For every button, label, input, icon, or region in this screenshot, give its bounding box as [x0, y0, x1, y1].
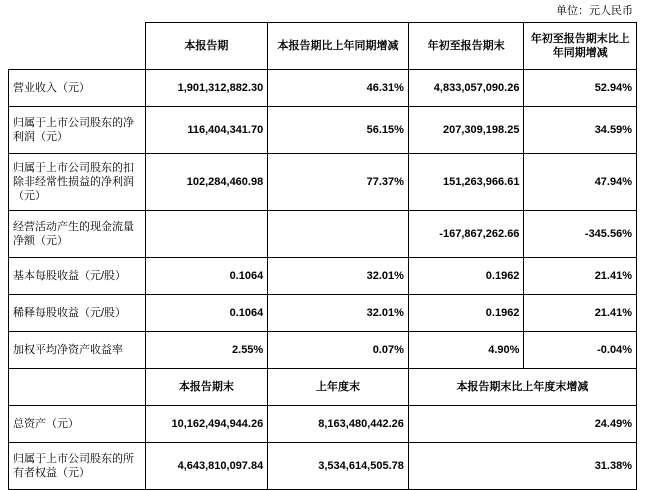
row-label-operating-cash-flow: 经营活动产生的现金流量净额（元） [9, 211, 146, 258]
cell-diluted-eps-current-yoy: 32.01% [268, 295, 409, 332]
table-row [9, 70, 637, 107]
cell-roe-current-yoy: 0.07% [268, 332, 409, 369]
unit-note: 单位：元人民币 [556, 5, 633, 17]
cell-net-profit-ytd: 207,309,198.25 [408, 107, 524, 154]
header-current-period-yoy: 本报告期比上年同期增减 [268, 23, 409, 70]
table-row [9, 154, 637, 211]
header-prior-year-end: 上年度末 [268, 369, 409, 406]
row-label-total-assets: 总资产（元） [9, 406, 146, 443]
table-row [9, 211, 637, 258]
header-period-end-change: 本报告期末比上年度末增减 [408, 369, 636, 406]
cell-basic-eps-ytd: 0.1962 [408, 258, 524, 295]
row-label-weighted-roe: 加权平均净资产收益率 [9, 332, 146, 369]
cell-net-profit-ytd-yoy: 34.59% [524, 107, 637, 154]
cell-revenue-current: 1,901,312,882.30 [145, 70, 268, 107]
cell-total-assets-change: 24.49% [408, 406, 636, 443]
financial-summary-table [8, 22, 637, 490]
row-label-net-profit-excl-nonrecurring: 归属于上市公司股东的扣除非经常性损益的净利润（元） [9, 154, 146, 211]
cell-roe-ytd: 4.90% [408, 332, 524, 369]
cell-nr-profit-ytd-yoy: 47.94% [524, 154, 637, 211]
header-ytd: 年初至报告期末 [408, 23, 524, 70]
cell-nr-profit-ytd: 151,263,966.61 [408, 154, 524, 211]
cell-net-profit-current: 116,404,341.70 [145, 107, 268, 154]
table-row [9, 443, 637, 490]
row-label-net-profit: 归属于上市公司股东的净利润（元） [9, 107, 146, 154]
cell-total-assets-prior-year-end: 8,163,480,442.26 [268, 406, 409, 443]
cell-diluted-eps-current: 0.1064 [145, 295, 268, 332]
cell-basic-eps-ytd-yoy: 21.41% [524, 258, 637, 295]
table-row [9, 332, 637, 369]
table-row [9, 295, 637, 332]
cell-roe-ytd-yoy: -0.04% [524, 332, 637, 369]
cell-diluted-eps-ytd-yoy: 21.41% [524, 295, 637, 332]
cell-revenue-current-yoy: 46.31% [268, 70, 409, 107]
table-row [9, 107, 637, 154]
cell-cash-flow-ytd: -167,867,262.66 [408, 211, 524, 258]
cell-equity-change: 31.38% [408, 443, 636, 490]
row-label-revenue: 营业收入（元） [9, 70, 146, 107]
table-header-row-2 [9, 369, 637, 406]
header-ytd-yoy: 年初至报告期末比上年同期增减 [524, 23, 637, 70]
cell-cash-flow-current [145, 211, 268, 258]
cell-diluted-eps-ytd: 0.1962 [408, 295, 524, 332]
table-header-row-1 [9, 23, 637, 70]
cell-cash-flow-ytd-yoy: -345.56% [524, 211, 637, 258]
cell-revenue-ytd: 4,833,057,090.26 [408, 70, 524, 107]
table-row [9, 258, 637, 295]
cell-revenue-ytd-yoy: 52.94% [524, 70, 637, 107]
cell-total-assets-period-end: 10,162,494,944.26 [145, 406, 268, 443]
header-corner-cell-2 [9, 369, 146, 406]
cell-cash-flow-current-yoy [268, 211, 409, 258]
header-corner-cell [9, 23, 146, 70]
cell-basic-eps-current: 0.1064 [145, 258, 268, 295]
table-row [9, 406, 637, 443]
cell-nr-profit-current-yoy: 77.37% [268, 154, 409, 211]
header-period-end: 本报告期末 [145, 369, 268, 406]
row-label-equity: 归属于上市公司股东的所有者权益（元） [9, 443, 146, 490]
cell-basic-eps-current-yoy: 32.01% [268, 258, 409, 295]
cell-roe-current: 2.55% [145, 332, 268, 369]
cell-nr-profit-current: 102,284,460.98 [145, 154, 268, 211]
cell-equity-period-end: 4,643,810,097.84 [145, 443, 268, 490]
row-label-basic-eps: 基本每股收益（元/股） [9, 258, 146, 295]
cell-equity-prior-year-end: 3,534,614,505.78 [268, 443, 409, 490]
cell-net-profit-current-yoy: 56.15% [268, 107, 409, 154]
header-current-period: 本报告期 [145, 23, 268, 70]
row-label-diluted-eps: 稀释每股收益（元/股） [9, 295, 146, 332]
